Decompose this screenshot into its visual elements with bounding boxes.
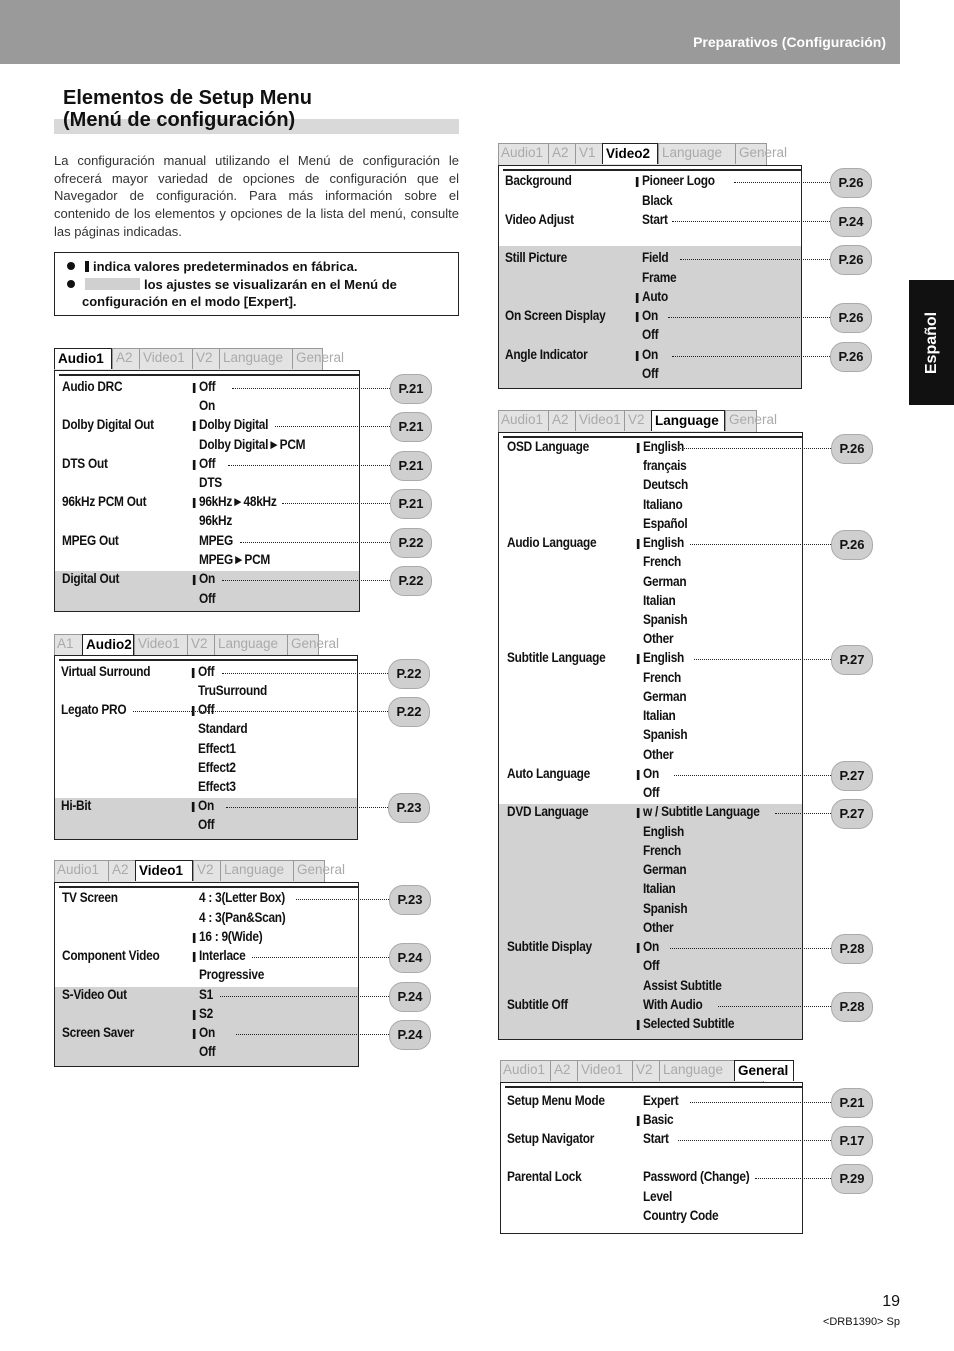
video1-option: 4 : 3(Letter Box) (199, 890, 285, 905)
video2-option: Black (642, 193, 673, 208)
video1-item-label: Component Video (62, 948, 160, 963)
video1-option: 16 : 9(Wide) (199, 929, 263, 944)
audio2-leader-dots (222, 673, 388, 674)
note-expert-text: los ajustes se visualizarán en el Menú de (144, 277, 397, 292)
general-leader-dots (678, 1140, 831, 1141)
video2-option: Start (642, 212, 668, 227)
video1-option: S1 (199, 987, 214, 1002)
general-option: Password (Change) (643, 1169, 750, 1184)
language-option: Italian (643, 881, 676, 896)
title-line-2: (Menú de configuración) (63, 109, 296, 131)
general-leader-dots (690, 1102, 831, 1103)
audio2-item-label: Legato PRO (61, 702, 127, 717)
language-option: On (643, 939, 659, 954)
audio1-item-label: MPEG Out (62, 533, 119, 548)
video2-option: On (642, 308, 658, 323)
tab-general[interactable]: General (734, 1060, 794, 1081)
language-option: Spanish (643, 612, 688, 627)
tab-language[interactable]: Language (219, 348, 292, 369)
audio1-leader-dots (275, 426, 390, 427)
language-leader-dots (690, 544, 831, 545)
video2-item-label: Angle Indicator (505, 347, 588, 362)
tab-video1[interactable]: Video1 (139, 348, 192, 369)
audio1-option: On (199, 398, 215, 413)
language-option: Assist Subtitle (643, 978, 722, 993)
audio1-leader-dots (232, 388, 390, 389)
side-tab-label: Español (922, 311, 940, 374)
tab-a1[interactable]: A1 (57, 636, 74, 651)
audio2-option: Standard (198, 721, 248, 736)
language-leader-dots (670, 948, 831, 949)
audio2-option: On (198, 798, 214, 813)
tab-v1[interactable]: V1 (575, 143, 602, 164)
language-page-badge: P.27 (831, 761, 873, 791)
audio1-page-badge: P.21 (390, 412, 432, 442)
video1-item-label: TV Screen (62, 890, 118, 905)
video1-option: On (199, 1025, 215, 1040)
audio1-page-badge: P.22 (390, 528, 432, 558)
audio1-leader-dots (228, 465, 390, 466)
language-leader-dots (676, 448, 831, 449)
language-page-badge: P.28 (831, 934, 873, 964)
general-item-label: Setup Menu Mode (507, 1093, 605, 1108)
audio1-option: Dolby Digital (199, 417, 269, 432)
video2-page-badge: P.26 (830, 303, 872, 333)
language-option: Deutsch (643, 477, 689, 492)
language-option: Spanish (643, 727, 688, 742)
tab-general[interactable]: General (287, 634, 349, 655)
general-page-badge: P.29 (831, 1164, 873, 1194)
tab-video1[interactable]: Video1 (135, 860, 193, 881)
header-bar (0, 0, 900, 64)
general-option: Start (643, 1131, 669, 1146)
video2-option: Frame (642, 270, 677, 285)
general-option: Basic (643, 1112, 674, 1127)
audio2-leader-dots (226, 807, 388, 808)
general-tabs (500, 1060, 794, 1081)
tab-v2[interactable]: V2 (187, 634, 214, 655)
language-page-badge: P.26 (831, 530, 873, 560)
video2-page-badge: P.24 (830, 207, 872, 237)
tab-general[interactable]: General (292, 348, 354, 369)
audio1-option: On (199, 571, 215, 586)
language-option: French (643, 670, 682, 685)
audio1-leader-dots (222, 580, 390, 581)
section-title (63, 87, 312, 131)
audio2-option: Effect1 (198, 741, 236, 756)
tab-general[interactable]: General (725, 410, 787, 431)
language-option: English (643, 535, 685, 550)
video2-item-label: Video Adjust (505, 212, 574, 227)
language-page-badge: P.28 (831, 992, 873, 1022)
audio1-item-label: Audio DRC (62, 379, 123, 394)
general-option: Country Code (643, 1208, 719, 1223)
audio1-option: DTS (199, 475, 222, 490)
tab-general[interactable]: General (293, 860, 355, 881)
audio2-panel-rule (59, 659, 357, 661)
audio1-page-badge: P.22 (390, 566, 432, 596)
audio1-page-badge: P.21 (390, 489, 432, 519)
video2-page-badge: P.26 (830, 342, 872, 372)
video1-leader-dots (296, 899, 389, 900)
general-panel-rule (505, 1086, 802, 1088)
general-option: Level (643, 1189, 673, 1204)
tab-general[interactable]: General (735, 143, 797, 164)
audio1-option: Off (199, 591, 216, 606)
video1-page-badge: P.24 (389, 943, 431, 973)
audio1-item-label: DTS Out (62, 456, 108, 471)
video2-option: Field (642, 250, 669, 265)
language-option: German (643, 862, 687, 877)
language-option: French (643, 554, 682, 569)
language-option: Other (643, 747, 674, 762)
language-leader-dots (694, 659, 831, 660)
tab-a2[interactable]: A2 (108, 860, 135, 881)
language-leader-dots (718, 1006, 831, 1007)
language-option: English (643, 824, 685, 839)
page-number: 19 (882, 1293, 900, 1310)
language-option: German (643, 689, 687, 704)
audio1-item-label: Dolby Digital Out (62, 417, 154, 432)
language-option: Español (643, 516, 688, 531)
video2-panel-rule (503, 169, 801, 171)
tab-a2[interactable]: A2 (550, 1060, 577, 1081)
video1-page-badge: P.24 (389, 982, 431, 1012)
video1-option: 4 : 3(Pan&Scan) (199, 910, 286, 925)
tab-audio1[interactable]: Audio1 (503, 1062, 546, 1077)
video2-option: Pioneer Logo (642, 173, 715, 188)
language-item-label: Auto Language (507, 766, 591, 781)
audio1-option: Off (199, 456, 216, 471)
audio2-option: Effect3 (198, 779, 236, 794)
language-option: Other (643, 631, 674, 646)
video2-page-badge: P.26 (830, 245, 872, 275)
video1-leader-dots (220, 996, 389, 997)
video2-item-label: On Screen Display (505, 308, 606, 323)
language-item-label: Subtitle Language (507, 650, 606, 665)
general-leader-dots (755, 1178, 831, 1179)
video2-tabs (498, 143, 797, 164)
language-page-badge: P.26 (831, 434, 873, 464)
language-option: English (643, 650, 685, 665)
title-line-1: Elementos de Setup Menu (63, 87, 312, 109)
video2-item-label: Still Picture (505, 250, 567, 265)
language-item-label: Audio Language (507, 535, 597, 550)
tab-v2[interactable]: V2 (632, 1060, 659, 1081)
language-item-label: DVD Language (507, 804, 589, 819)
language-tabs (498, 410, 787, 431)
audio1-option: 96kHz (199, 513, 233, 528)
tab-language[interactable]: Language (659, 1060, 734, 1081)
language-page-badge: P.27 (831, 799, 873, 829)
tab-language[interactable]: Language (658, 143, 735, 164)
video1-leader-dots (236, 1034, 389, 1035)
language-option: German (643, 574, 687, 589)
video2-leader-dots (668, 317, 830, 318)
tab-audio1[interactable]: Audio1 (54, 348, 112, 369)
audio1-page-badge: P.21 (390, 374, 432, 404)
video2-leader-dots (672, 356, 830, 357)
language-option: Italian (643, 708, 676, 723)
video1-item-label: Screen Saver (62, 1025, 135, 1040)
audio2-page-badge: P.22 (388, 697, 430, 727)
tab-audio1[interactable]: Audio1 (501, 412, 544, 427)
language-item-label: Subtitle Display (507, 939, 592, 954)
audio2-leader-dots (133, 711, 388, 712)
audio2-page-badge: P.23 (388, 793, 430, 823)
audio2-item-label: Virtual Surround (61, 664, 151, 679)
video2-option: Off (642, 366, 659, 381)
tab-a2[interactable]: A2 (112, 348, 139, 369)
video2-option: Off (642, 327, 659, 342)
audio2-option: Off (198, 702, 215, 717)
audio2-option: TruSurround (198, 683, 268, 698)
note-default-text: indica valores predeterminados en fábrica. (93, 259, 358, 274)
doc-code: <DRB1390> Sp (822, 1316, 900, 1328)
language-option: français (643, 458, 687, 473)
language-leader-dots (775, 813, 831, 814)
audio1-leader-dots (282, 503, 390, 504)
video1-page-badge: P.23 (389, 885, 431, 915)
audio1-option: Off (199, 379, 216, 394)
video1-option: Off (199, 1044, 216, 1059)
video1-page-badge: P.24 (389, 1020, 431, 1050)
audio1-tabs (54, 348, 354, 369)
language-leader-dots (674, 775, 831, 776)
language-option: Italian (643, 593, 676, 608)
language-option: French (643, 843, 682, 858)
video2-leader-dots (672, 221, 830, 222)
language-option: Italiano (643, 497, 683, 512)
video1-tabs (54, 860, 355, 881)
language-item-label: Subtitle Off (507, 997, 568, 1012)
audio2-option: Off (198, 664, 215, 679)
tab-language[interactable]: Language (651, 410, 725, 431)
audio2-option: Effect2 (198, 760, 236, 775)
audio1-option: MPEG (199, 533, 233, 548)
audio1-leader-dots (240, 542, 390, 543)
audio1-page-badge: P.21 (390, 451, 432, 481)
language-page-badge: P.27 (831, 645, 873, 675)
tab-v2[interactable]: V2 (624, 410, 651, 431)
tab-audio1[interactable]: Audio1 (501, 145, 544, 160)
tab-language[interactable]: Language (214, 634, 287, 655)
default-mark-icon (85, 261, 89, 272)
video2-leader-dots (680, 259, 830, 260)
video1-option: Interlace (199, 948, 246, 963)
video1-item-label: S-Video Out (62, 987, 127, 1002)
language-option: On (643, 766, 659, 781)
tab-v2[interactable]: V2 (193, 860, 220, 881)
audio1-item-label: 96kHz PCM Out (62, 494, 147, 509)
audio1-option: Dolby Digital►PCM (199, 437, 306, 452)
language-option: Off (643, 785, 660, 800)
tab-audio2[interactable]: Audio2 (82, 634, 134, 655)
audio2-page-badge: P.22 (388, 659, 430, 689)
video1-option: S2 (199, 1006, 214, 1021)
tab-video1[interactable]: Video1 (134, 634, 187, 655)
language-option: With Audio (643, 997, 703, 1012)
video2-item-label: Background (505, 173, 572, 188)
audio2-option: Off (198, 817, 215, 832)
audio1-option: MPEG►PCM (199, 552, 271, 567)
video2-leader-dots (734, 182, 830, 183)
shade-swatch-icon (85, 278, 140, 290)
video1-option: Progressive (199, 967, 265, 982)
tab-language[interactable]: Language (220, 860, 293, 881)
language-side-tab (909, 280, 954, 405)
tab-video1[interactable]: Video1 (575, 410, 624, 431)
tab-audio1[interactable]: Audio1 (57, 862, 100, 877)
language-option: Selected Subtitle (643, 1016, 735, 1031)
note-default (67, 258, 357, 275)
video1-leader-dots (252, 957, 389, 958)
language-panel-rule (503, 436, 802, 438)
intro-paragraph: La configuración manual utilizando el Menú de configuración le ofrecerá mayor variedad de opciones de configuración que el Navegador de configuración. Para más información sobre el contenido de los elementos y opciones de la lista del menú, consulte las páginas indicadas. (54, 153, 459, 239)
audio2-item-label: Hi-Bit (61, 798, 92, 813)
bullet-icon (67, 280, 75, 288)
general-page-badge: P.21 (831, 1088, 873, 1118)
note-expert (67, 276, 397, 293)
video2-option: On (642, 347, 658, 362)
tab-video2[interactable]: Video2 (602, 143, 658, 164)
audio1-item-label: Digital Out (62, 571, 120, 586)
general-page-badge: P.17 (831, 1126, 873, 1156)
general-item-label: Setup Navigator (507, 1131, 595, 1146)
tab-a2[interactable]: A2 (548, 410, 575, 431)
video2-page-badge: P.26 (830, 168, 872, 198)
tab-a2[interactable]: A2 (548, 143, 575, 164)
header-title: Preparativos (Configuración) (693, 34, 886, 50)
audio2-tabs (54, 634, 349, 655)
video2-option: Auto (642, 289, 669, 304)
bullet-icon (67, 262, 75, 270)
video1-panel-rule (59, 886, 358, 888)
language-option: Spanish (643, 901, 688, 916)
language-item-label: OSD Language (507, 439, 589, 454)
audio1-option: 96kHz►48kHz (199, 494, 277, 509)
general-option: Expert (643, 1093, 679, 1108)
note-expert-cont: configuración en el modo [Expert]. (82, 294, 297, 309)
tab-v2[interactable]: V2 (192, 348, 219, 369)
language-option: English (643, 439, 685, 454)
language-option: Off (643, 958, 660, 973)
language-option: w / Subtitle Language (643, 804, 760, 819)
audio1-panel-rule (59, 374, 359, 376)
legend-note-box (54, 252, 459, 316)
general-item-label: Parental Lock (507, 1169, 582, 1184)
language-option: Other (643, 920, 674, 935)
tab-video1[interactable]: Video1 (577, 1060, 632, 1081)
